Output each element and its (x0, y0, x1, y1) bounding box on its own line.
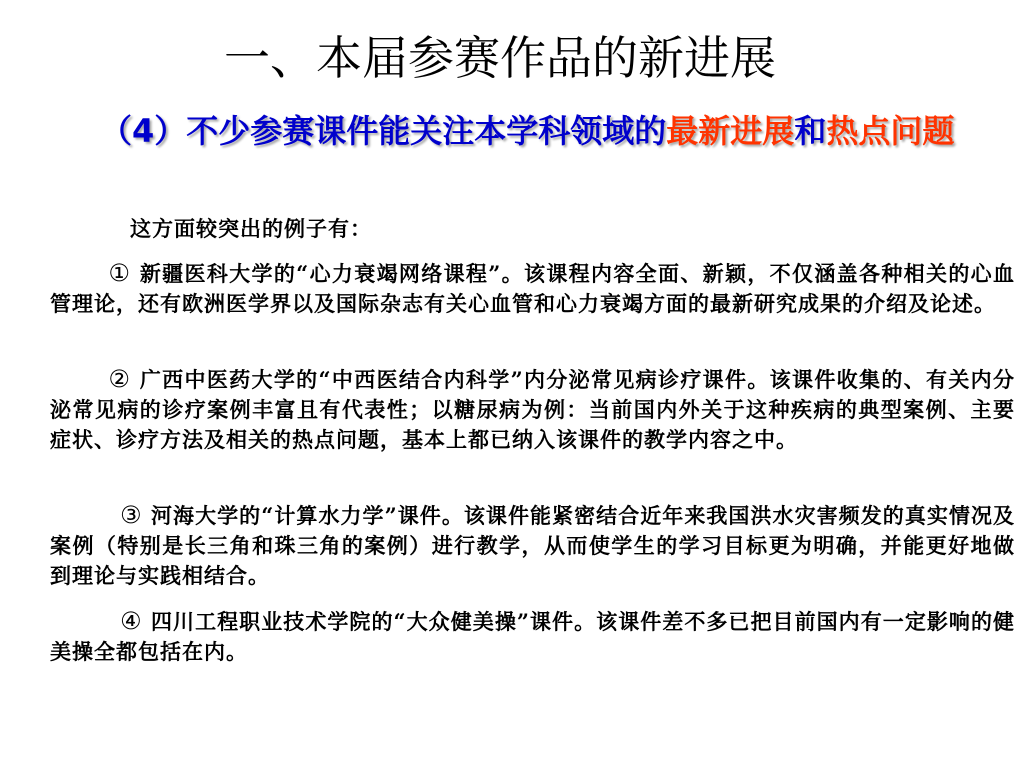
example-text-2: 广西中医药大学的“中西医结合内科学”内分泌常见病诊疗课件。该课件收集的、有关内分泌常见病的诊疗案例丰富且有代表性；以糖尿病为例：当前国内外关于这种疾病的典型案例、主要症状、诊疗方法及相关的热点问题，基本上都已纳入该课件的教学内容之中。 (50, 367, 1016, 452)
example-text-3: 河海大学的“计算水力学”课件。该课件能紧密结合近年来我国洪水灾害频发的真实情况及案例（特别是长三角和珠三角的案例）进行教学，从而使学生的学习目标更为明确，并能更好地做到理论与实践相结合。 (50, 503, 1016, 588)
heading-highlight-hot-issues: 热点问题 (826, 112, 955, 150)
heading-connector: 和 (794, 112, 827, 150)
example-marker-2: ② (108, 365, 132, 393)
example-paragraph-4 (50, 606, 1015, 667)
example-text-4: 四川工程职业技术学院的“大众健美操”课件。该课件差不多已把目前国内有一定影响的健美操全都包括在内。 (50, 609, 1016, 664)
intro-text: 这方面较突出的例子有： (130, 216, 372, 241)
example-paragraph-3 (50, 500, 1015, 591)
slide-title: 一、本届参赛作品的新进展 (224, 31, 776, 85)
heading-highlight-latest-progress: 最新进展 (666, 112, 795, 150)
example-marker-4: ④ (120, 607, 143, 635)
heading-text: 不少参赛课件能关注本学科领域的 (186, 112, 667, 150)
example-marker-1: ① (108, 259, 132, 287)
example-text-1: 新疆医科大学的“心力衰竭网络课程”。该课程内容全面、新颖，不仅涵盖各种相关的心血管理论，还有欧洲医学界以及国际杂志有关心血管和心力衰竭方面的最新研究成果的介绍及论述。 (50, 261, 1016, 316)
example-paragraph-2 (50, 364, 1015, 455)
heading-number: （4） (100, 112, 187, 150)
example-marker-3: ③ (120, 501, 143, 529)
example-paragraph-1 (50, 258, 1015, 319)
section-heading (48, 108, 1013, 154)
